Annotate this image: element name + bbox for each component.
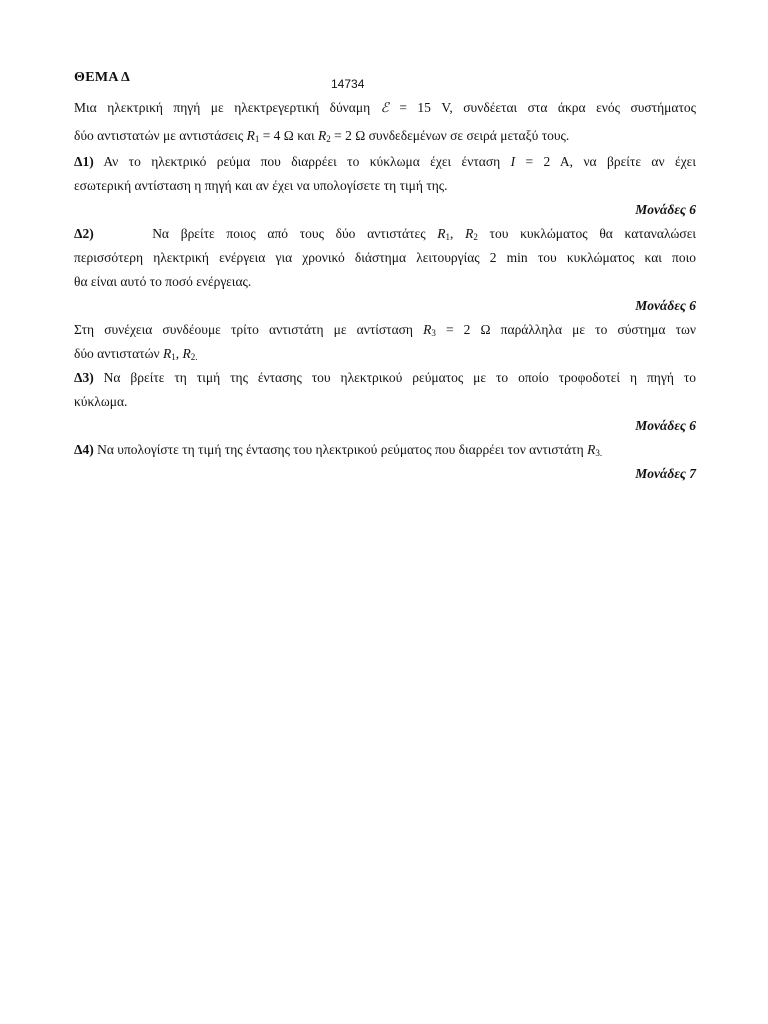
- middle-paragraph: [74, 318, 696, 366]
- intro-paragraph: [74, 94, 696, 150]
- question-d1: [74, 150, 696, 198]
- d2-line-3: θα είναι αυτό το ποσό ενέργειας.: [74, 274, 252, 289]
- question-d2: [74, 222, 696, 294]
- d3-line-2: κύκλωμα.: [74, 394, 128, 409]
- document-code: 14734: [331, 77, 365, 91]
- d2-line-1: Δ2) Να βρείτε ποιος από τους δύο αντιστάτες $R_1$, $R_2$ του κυκλώματος θα καταναλώσει: [74, 226, 696, 242]
- d4-label: Δ4): [74, 442, 94, 457]
- intro-line-2: δύο αντιστατών με αντιστάσεις $R_1 = 4$ Ω και $R_2 = 2$ Ω συνδεδεμένων σε σειρά μεταξύ τους.: [74, 128, 570, 144]
- question-d3: [74, 366, 696, 414]
- document-body: [74, 94, 696, 486]
- d1-line-1: Δ1) Αν το ηλεκτρικό ρεύμα που διαρρέει το κύκλωμα έχει ένταση I = 2 A, να βρείτε αν έχει: [74, 154, 696, 169]
- d3-label: Δ3): [74, 370, 94, 385]
- d3-line-1: Δ3) Να βρείτε τη τιμή της έντασης του ηλεκτρικού ρεύματος με το οποίο τροφοδοτεί η πηγή το: [74, 370, 696, 385]
- middle-line-1: Στη συνέχεια συνδέουμε τρίτο αντιστάτη με αντίσταση $R_3 = 2$ Ω παράλληλα με το σύστημα των: [74, 322, 696, 338]
- d3-points: Μονάδες 6: [635, 418, 696, 433]
- intro-line-1: Μια ηλεκτρική πηγή με ηλεκτρεγερτική δύναμη ℰ = 15 V, συνδέεται στα άκρα ενός συστήματος: [74, 100, 696, 115]
- page-title: ΘΕΜΑ Δ: [74, 70, 131, 85]
- d1-label: Δ1): [74, 154, 94, 169]
- d2-points: Μονάδες 6: [635, 298, 696, 313]
- d2-line-2: περισσότερη ηλεκτρική ενέργεια για χρονικό διάστημα λειτουργίας 2 min του κυκλώματος και ποιο: [74, 250, 696, 265]
- d1-line-2: εσωτερική αντίσταση η πηγή και αν έχει να υπολογίσετε τη τιμή της.: [74, 178, 448, 193]
- d1-points: Μονάδες 6: [635, 202, 696, 217]
- emf-symbol: ℰ: [380, 100, 389, 115]
- middle-line-2: δύο αντιστατών $R_1$, $R_{2.}$: [74, 346, 198, 362]
- d4-line-1: Δ4) Να υπολογίστε τη τιμή της έντασης του ηλεκτρικού ρεύματος που διαρρέει τον αντιστάτη $R_{3.}$: [74, 442, 603, 458]
- d4-points: Μονάδες 7: [635, 466, 696, 481]
- question-d4: [74, 438, 696, 462]
- d2-label: Δ2): [74, 226, 94, 241]
